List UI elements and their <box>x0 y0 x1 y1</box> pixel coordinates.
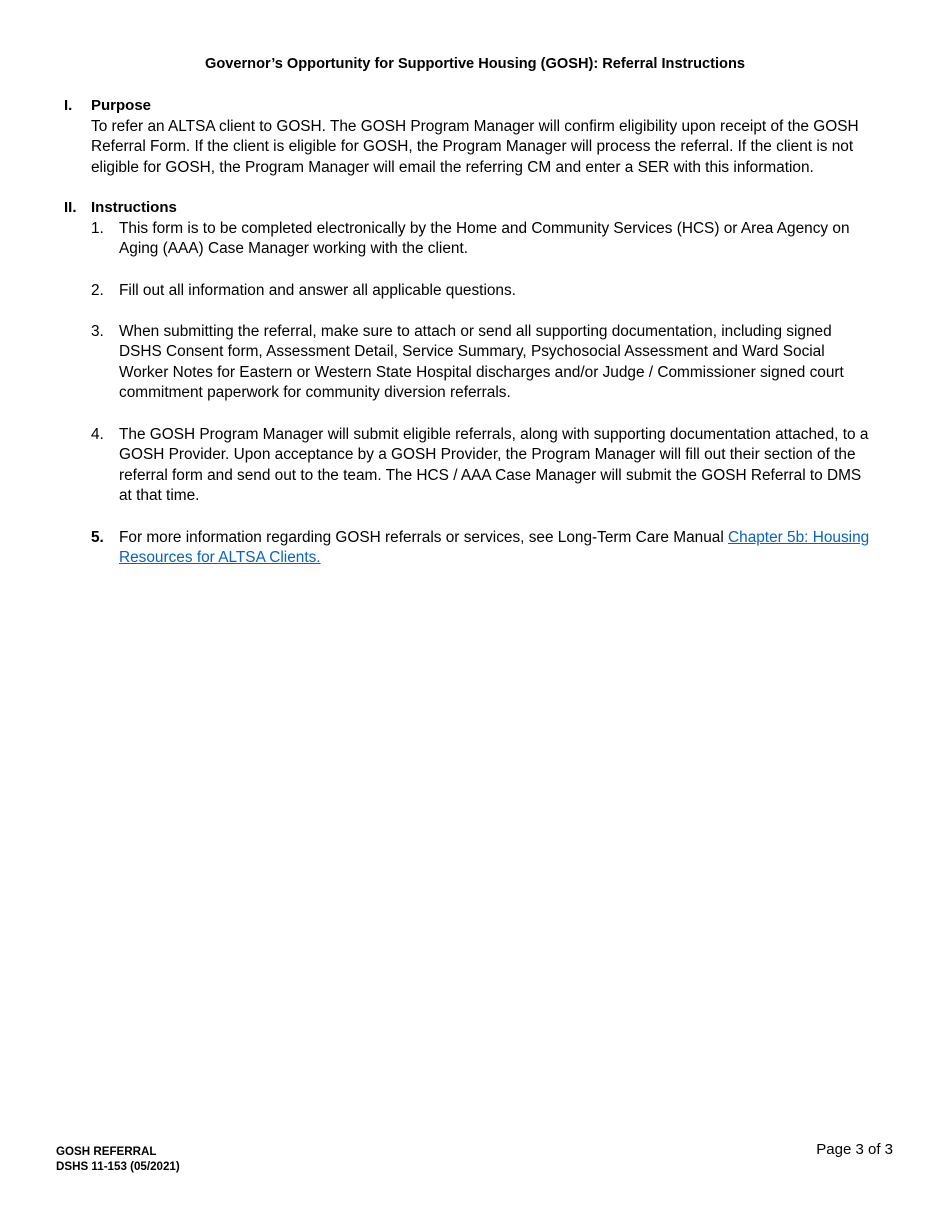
list-item-line <box>119 528 891 548</box>
list-item-number: 2. <box>91 282 104 299</box>
list-item-text <box>119 528 891 569</box>
list-item-text <box>119 425 891 507</box>
list-item-line-text: For more information regarding GOSH referrals or services, see Long-Term Care Manual <box>119 529 729 546</box>
list-item-line: Worker Notes for Eastern or Western State Hospital discharges and/or Judge / Commissioner signed court <box>119 363 844 381</box>
section-number: II. <box>64 199 77 216</box>
list-item-text <box>119 219 891 260</box>
list-item-number: 3. <box>91 323 104 340</box>
purpose-line: Referral Form. If the client is eligible for GOSH, the Program Manager will process the referral. If the client is not <box>91 138 854 156</box>
list-item-line <box>119 548 891 568</box>
list-item-line: referral form and send out to the team. The HCS / AAA Case Manager will submit the GOSH Referral to DMS <box>119 466 862 484</box>
section-title: Instructions <box>91 199 177 216</box>
list-item-line: When submitting the referral, make sure to attach or send all supporting documentation, including signed <box>119 323 832 340</box>
section-title: Purpose <box>91 97 152 114</box>
list-item-text <box>119 281 891 301</box>
footer-form-name: GOSH REFERRAL <box>56 1145 157 1158</box>
list-item-line: GOSH Provider. Upon acceptance by a GOSH Provider, the Program Manager will fill out their section of the <box>119 446 856 464</box>
list-item-line: Aging (AAA) Case Manager working with the client. <box>119 240 469 258</box>
section-number: I. <box>64 97 73 114</box>
list-item-number: 4. <box>91 426 104 443</box>
list-item-text <box>119 322 891 404</box>
footer-form-id <box>56 1144 180 1174</box>
list-item-line: This form is to be completed electronically by the Home and Community Services (HCS) or Area Agency on <box>119 220 850 237</box>
list-item-line: at that time. <box>119 487 200 505</box>
ltc-manual-chapter-link-cont[interactable]: Resources for ALTSA Clients. <box>119 549 321 567</box>
purpose-line: eligible for GOSH, the Program Manager will email the referring CM and enter a SER with this information. <box>91 158 814 176</box>
purpose-text <box>91 117 886 178</box>
ltc-manual-chapter-link[interactable]: Chapter 5b: Housing <box>728 529 870 546</box>
page-title: Governor’s Opportunity for Supportive Housing (GOSH): Referral Instructions <box>204 56 745 72</box>
list-item-line: DSHS Consent form, Assessment Detail, Service Summary, Psychosocial Assessment and Ward Social <box>119 343 825 361</box>
page-number: Page 3 of 3 <box>816 1141 893 1158</box>
purpose-line: To refer an ALTSA client to GOSH. The GOSH Program Manager will confirm eligibility upon receipt of the GOSH <box>91 118 859 135</box>
list-item-line: The GOSH Program Manager will submit eligible referrals, along with supporting documentation attached, to a <box>119 426 869 443</box>
list-item-line: commitment paperwork for community diversion referrals. <box>119 384 511 402</box>
list-item-line: Fill out all information and answer all applicable questions. <box>119 282 516 299</box>
list-item-number: 1. <box>91 220 104 237</box>
footer-form-code: DSHS 11-153 (05/2021) <box>56 1160 180 1173</box>
list-item-number: 5. <box>91 529 104 546</box>
